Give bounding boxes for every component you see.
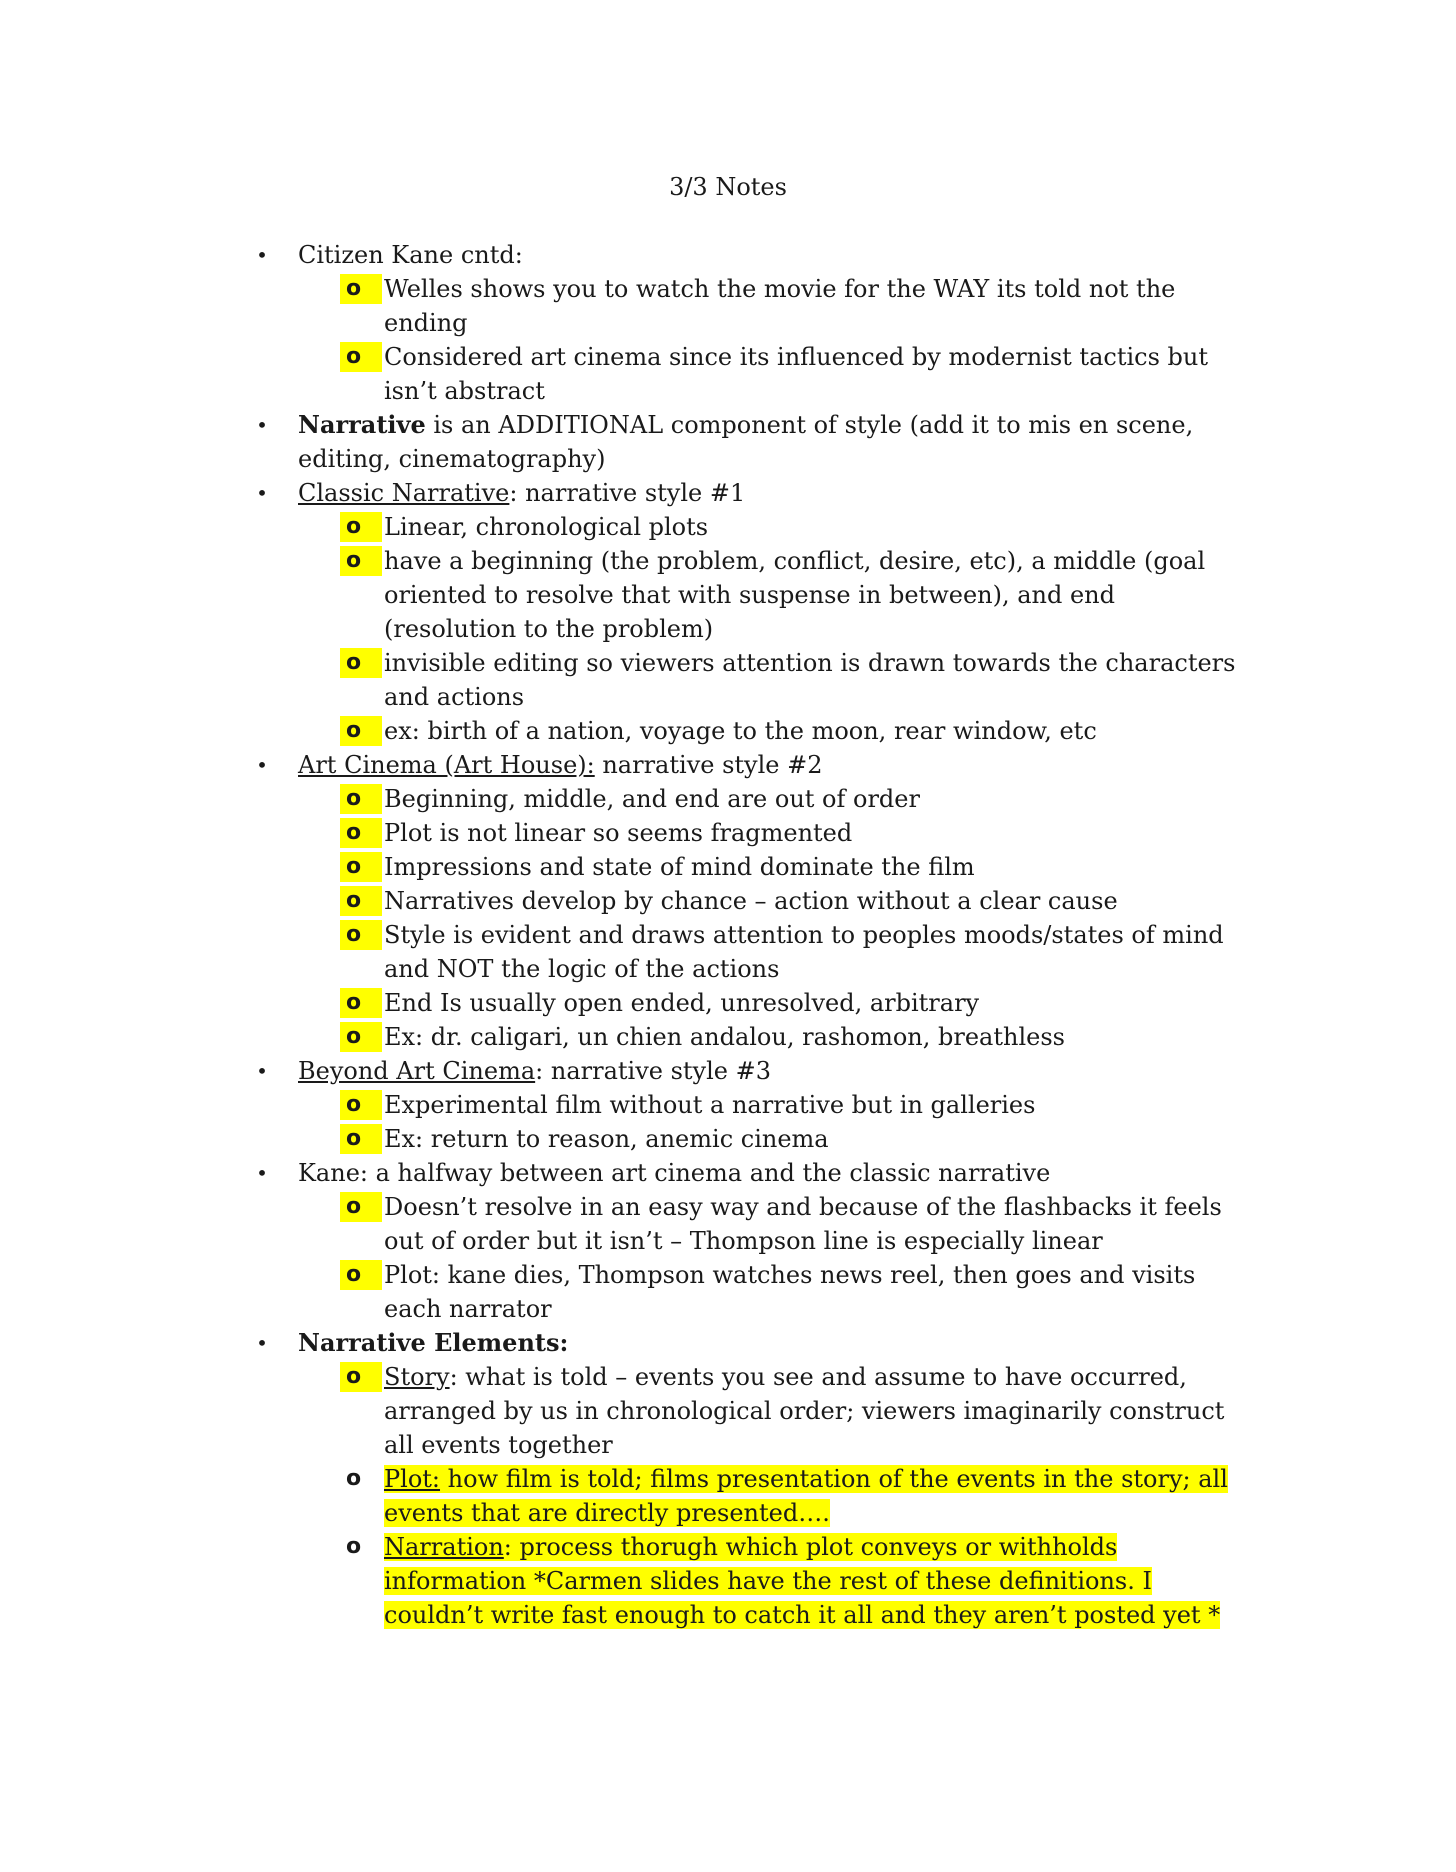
sub-bullet-marker: o [340, 1260, 382, 1290]
sub-item-text: Plot is not linear so seems fragmented [384, 819, 853, 847]
sub-bullet-marker: o [340, 716, 382, 746]
sub-list-item [0, 714, 1456, 748]
list-item-text: : narrative style #3 [535, 1057, 771, 1085]
sub-list-item [0, 1258, 1456, 1326]
sub-bullet-marker: o [340, 852, 382, 882]
definition-text: : what is told – events you see and assume to have occurred, arranged by us in chronological order; viewers imaginarily construct all events together [384, 1363, 1225, 1459]
page-title: 3/3 Notes [669, 173, 787, 201]
sub-list-item [0, 272, 1456, 340]
sub-item-text: Impressions and state of mind dominate the film [384, 853, 975, 881]
sub-list-item [0, 1530, 1456, 1632]
sub-item-text: Welles shows you to watch the movie for the WAY its told not the ending [384, 275, 1176, 337]
sub-list-item [0, 1020, 1456, 1054]
sub-list-item [0, 850, 1456, 884]
bullet-marker: • [256, 753, 268, 777]
sub-list-item [0, 816, 1456, 850]
highlighted-text [384, 1465, 1228, 1527]
definition-text: : process thorugh which plot conveys or withholds information *Carmen slides have the rest of these definitions. I couldn’t write fast enough to catch it all and they aren’t posted yet * [384, 1533, 1221, 1629]
sub-list-item [0, 1122, 1456, 1156]
sub-bullet-marker: o [340, 274, 382, 304]
sub-item-text: Doesn’t resolve in an easy way and because of the flashbacks it feels out of order but it isn’t – Thompson line is especially linear [384, 1193, 1222, 1255]
sub-bullet-marker: o [340, 342, 382, 372]
sub-item-text [384, 1363, 1224, 1459]
sub-item-text: Experimental film without a narrative but in galleries [384, 1091, 1036, 1119]
sub-item-text: Linear, chronological plots [384, 513, 709, 541]
sub-list-item [0, 986, 1456, 1020]
underlined-term: Classic Narrative [298, 479, 510, 507]
sub-list-item [0, 340, 1456, 408]
list-item [0, 476, 1456, 510]
list-item [0, 408, 1456, 476]
sub-bullet-marker: o [340, 1022, 382, 1052]
bullet-marker: • [256, 1331, 268, 1355]
sub-item-text: have a beginning (the problem, conflict, desire, etc), a middle (goal oriented to resolve that with suspense in between), and end (resolution to the problem) [384, 547, 1206, 643]
sub-bullet-marker: o [340, 920, 382, 950]
sub-list-item [0, 884, 1456, 918]
list-item [0, 1156, 1456, 1190]
bold-term: Narrative [298, 410, 426, 439]
sub-list-item [0, 544, 1456, 646]
sub-item-text: Considered art cinema since its influenced by modernist tactics but isn’t abstract [384, 343, 1208, 405]
sub-bullet-marker: o [340, 512, 382, 542]
sub-list-item [0, 918, 1456, 986]
bullet-marker: • [256, 1059, 268, 1083]
sub-list-item [0, 1462, 1456, 1530]
sub-item-text: Ex: dr. caligari, un chien andalou, rashomon, breathless [384, 1023, 1065, 1051]
sub-item-text: Beginning, middle, and end are out of order [384, 785, 920, 813]
sub-item-text: Style is evident and draws attention to peoples moods/states of mind and NOT the logic of the actions [384, 921, 1224, 983]
sub-item-text: ex: birth of a nation, voyage to the moon, rear window, etc [384, 717, 1097, 745]
underlined-term: Story [384, 1363, 450, 1391]
sub-item-text: Narratives develop by chance – action without a clear cause [384, 887, 1118, 915]
definition-text: how film is told; films presentation of the events in the story; all events that are directly presented…. [384, 1465, 1228, 1527]
underlined-term: Plot: [384, 1465, 441, 1493]
bullet-marker: • [256, 413, 268, 437]
sub-bullet-marker: o [346, 1466, 362, 1491]
sub-list-item [0, 510, 1456, 544]
sub-bullet-marker: o [340, 988, 382, 1018]
bullet-marker: • [256, 243, 268, 267]
sub-bullet-marker: o [340, 886, 382, 916]
sub-list-item [0, 1088, 1456, 1122]
list-item [0, 1326, 1456, 1360]
sub-list-item [0, 1190, 1456, 1258]
sub-list-item [0, 1360, 1456, 1462]
list-item-text: is an ADDITIONAL component of style (add it to mis en scene, editing, cinematography) [298, 411, 1194, 473]
sub-list-item [0, 782, 1456, 816]
list-item [0, 748, 1456, 782]
underlined-term: Art Cinema (Art House): [298, 751, 595, 779]
underlined-term: Narration [384, 1533, 504, 1561]
bold-term: Narrative Elements: [298, 1328, 569, 1357]
sub-item-text: Plot: kane dies, Thompson watches news reel, then goes and visits each narrator [384, 1261, 1196, 1323]
list-item [0, 238, 1456, 272]
list-item-text: Citizen Kane cntd: [298, 241, 523, 269]
bullet-marker: • [256, 481, 268, 505]
sub-item-text: Ex: return to reason, anemic cinema [384, 1125, 829, 1153]
notes-list [0, 238, 1456, 1632]
highlighted-text [384, 1533, 1220, 1629]
list-item-text: Kane: a halfway between art cinema and the classic narrative [298, 1159, 1051, 1187]
sub-bullet-marker: o [340, 1124, 382, 1154]
sub-list-item [0, 646, 1456, 714]
sub-bullet-marker: o [346, 1534, 362, 1559]
bullet-marker: • [256, 1161, 268, 1185]
sub-bullet-marker: o [340, 1362, 382, 1392]
list-item-text: narrative style #2 [594, 751, 823, 779]
underlined-term: Beyond Art Cinema [298, 1057, 536, 1085]
sub-bullet-marker: o [340, 818, 382, 848]
sub-item-text: End Is usually open ended, unresolved, arbitrary [384, 989, 980, 1017]
sub-bullet-marker: o [340, 648, 382, 678]
sub-bullet-marker: o [340, 1090, 382, 1120]
sub-bullet-marker: o [340, 784, 382, 814]
sub-item-text: invisible editing so viewers attention is drawn towards the characters and actions [384, 649, 1236, 711]
sub-bullet-marker: o [340, 546, 382, 576]
list-item [0, 1054, 1456, 1088]
list-item-text: : narrative style #1 [509, 479, 746, 507]
sub-bullet-marker: o [340, 1192, 382, 1222]
